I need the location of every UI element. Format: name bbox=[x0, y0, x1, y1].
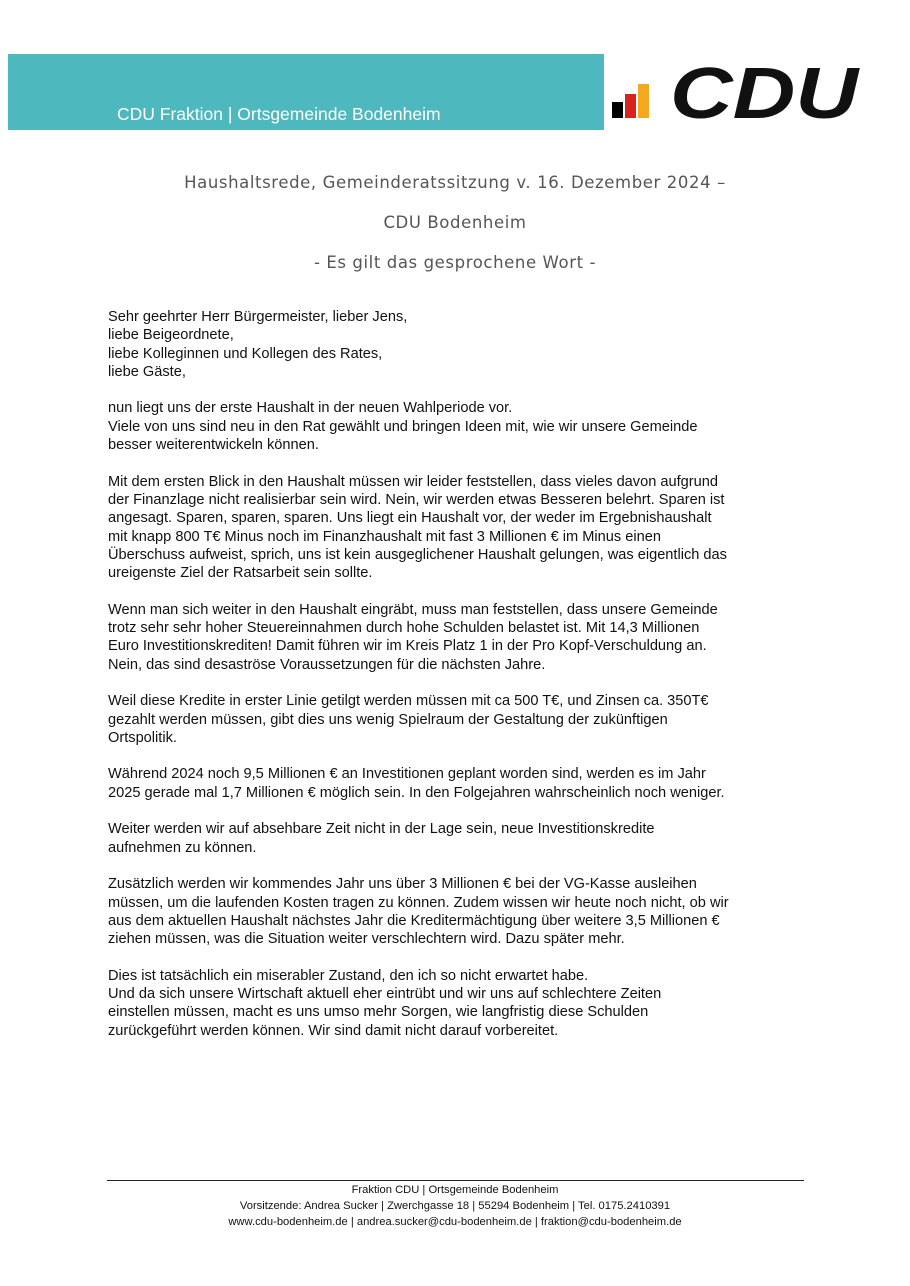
logo-bar-black bbox=[612, 102, 623, 118]
logo-text: CDU bbox=[670, 62, 861, 122]
footer-divider bbox=[107, 1180, 804, 1181]
footer-line-3: www.cdu-bodenheim.de | andrea.sucker@cdu-bodenheim.de | fraktion@cdu-bodenheim.de bbox=[228, 1216, 682, 1228]
cdu-logo bbox=[612, 62, 862, 122]
speech-body bbox=[108, 308, 808, 1058]
paragraph-7: Zusätzlich werden wir kommendes Jahr uns über 3 Millionen € bei der VG-Kasse ausleihen müssen, um die laufenden Kosten tragen zu können. Zudem wissen wir heute noch nicht, ob wir aus dem aktuellen Haushalt nächstes Jahr die Kreditermächtigung über weitere 3,5 Millionen € ziehen müssen, was die Situation weiter verschlechtern wird. Dazu später mehr. bbox=[108, 876, 729, 948]
paragraph-4: Weil diese Kredite in erster Linie getilgt werden müssen mit ca 500 T€, und Zinsen ca. 350T€ gezahlt werden müssen, gibt dies uns wenig Spielraum der Gestaltung der zukünftigen Ortspolitik. bbox=[108, 693, 709, 746]
title-line-3: - Es gilt das gesprochene Wort - bbox=[313, 253, 597, 272]
title-line-2: CDU Bodenheim bbox=[383, 213, 527, 232]
logo-bar-red bbox=[625, 94, 636, 118]
paragraph-1: nun liegt uns der erste Haushalt in der neuen Wahlperiode vor. Viele von uns sind neu in den Rat gewählt und bringen Ideen mit, wie wir unsere Gemeinde besser weiterentwickeln können. bbox=[108, 400, 698, 454]
logo-bar-yellow bbox=[638, 84, 649, 118]
header-band-text: CDU Fraktion | Ortsgemeinde Bodenheim bbox=[117, 104, 441, 124]
footer-line-1: Fraktion CDU | Ortsgemeinde Bodenheim bbox=[351, 1184, 559, 1196]
paragraph-3: Wenn man sich weiter in den Haushalt eingräbt, muss man feststellen, dass unsere Gemeinde trotz sehr sehr hoher Steuereinnahmen durch hohe Schulden belastet ist. Mit 14,3 Millionen Euro Investitionskrediten! Damit führen wir im Kreis Platz 1 in der Pro Kopf-Verschuldung an. Nein, das sind desaströse Voraussetzungen für die nächsten Jahre. bbox=[108, 601, 718, 673]
footer-line-2: Vorsitzende: Andrea Sucker | Zwerchgasse 18 | 55294 Bodenheim | Tel. 0175.2410391 bbox=[239, 1200, 671, 1212]
paragraph-2: Mit dem ersten Blick in den Haushalt müssen wir leider feststellen, dass vieles davon aufgrund der Finanzlage nicht realisierbar sein wird. Nein, wir werden etwas Besseren belehrt. Sparen ist angesagt. Sparen, sparen, sparen. Uns liegt ein Haushalt vor, der weder im Ergebnishaushalt mit knapp 800 T€ Minus noch im Finanzhaushalt mit fast 3 Millionen € im Minus einen Überschuss aufweist, sprich, uns ist kein ausgeglichener Haushalt gelungen, was eigentlich das ureigenste Ziel der Ratsarbeit sein sollte. bbox=[108, 473, 727, 582]
paragraph-5: Während 2024 noch 9,5 Millionen € an Investitionen geplant worden sind, werden es im Jahr 2025 gerade mal 1,7 Millionen € möglich sein. In den Folgejahren wahrscheinlich noch weniger. bbox=[108, 766, 725, 801]
paragraph-8: Dies ist tatsächlich ein miserabler Zustand, den ich so nicht erwartet habe. Und da sich unsere Wirtschaft aktuell eher eintrübt und wir uns auf schlechtere Zeiten einstellen müssen, macht es uns umso mehr Sorgen, wie langfristig diese Schulden zurückgeführt werden können. Wir sind damit nicht darauf vorbereitet. bbox=[108, 967, 662, 1039]
title-line-1: Haushaltsrede, Gemeinderatssitzung v. 16. Dezember 2024 – bbox=[184, 173, 726, 192]
paragraph-6: Weiter werden wir auf absehbare Zeit nicht in der Lage sein, neue Investitionskredite aufnehmen zu können. bbox=[108, 821, 655, 856]
greeting-paragraph: Sehr geehrter Herr Bürgermeister, lieber Jens, liebe Beigeordnete, liebe Kolleginnen und Kollegen des Rates, liebe Gäste, bbox=[108, 309, 408, 380]
